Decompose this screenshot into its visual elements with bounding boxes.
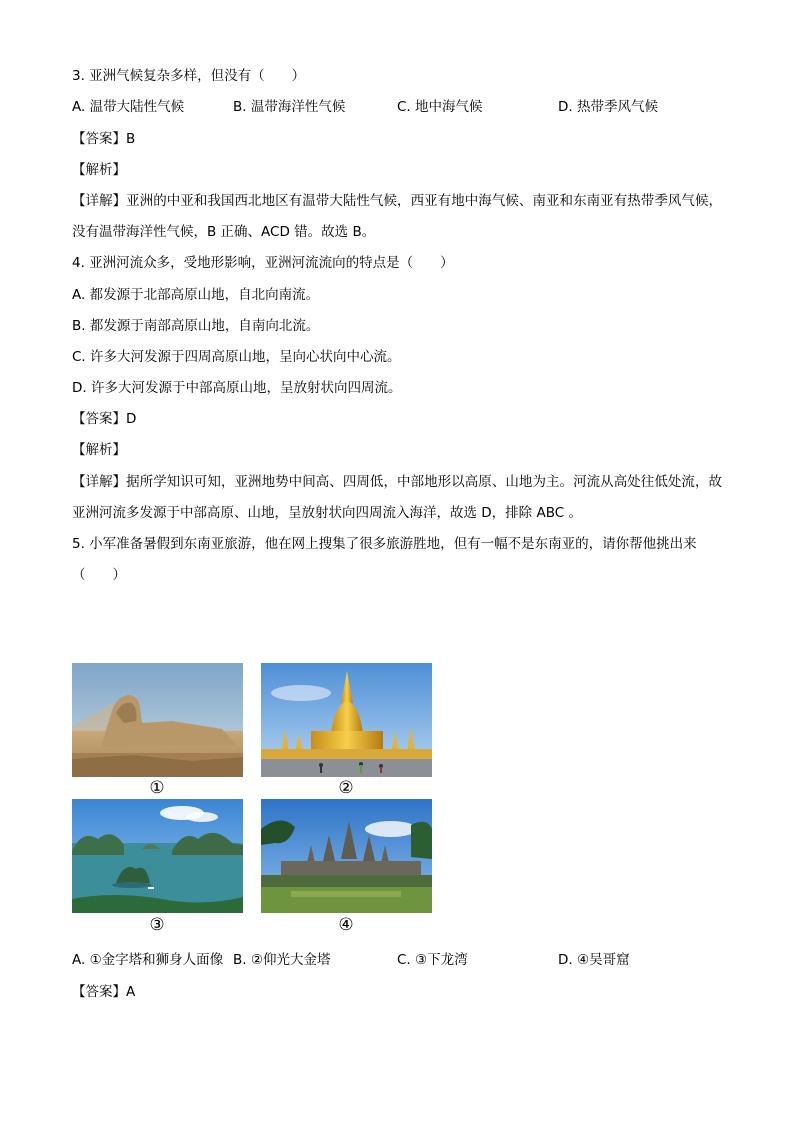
q4-option-c: C. 许多大河发源于四周高原山地，呈向心状向中心流。 (72, 349, 401, 365)
q3-option-b: B. 温带海洋性气候 (233, 99, 346, 115)
q5-stem-line1: 5. 小军准备暑假到东南亚旅游，他在网上搜集了很多旅游胜地，但有一幅不是东南亚的，请你帮他挑出来 (72, 536, 697, 552)
q4-answer: 【答案】D (72, 411, 137, 427)
photo-halong-bay (72, 799, 243, 913)
image-number-3: ③ (149, 915, 165, 935)
q5-option-c: C. ③下龙湾 (397, 952, 468, 968)
q3-option-a: A. 温带大陆性气候 (72, 99, 185, 115)
image-number-1: ① (149, 778, 165, 798)
image-number-2: ② (338, 778, 354, 798)
q5-answer: 【答案】A (72, 984, 136, 1000)
q5-option-b: B. ②仰光大金塔 (233, 952, 331, 968)
image-number-4: ④ (338, 915, 354, 935)
q4-stem: 4. 亚洲河流众多，受地形影响，亚洲河流流向的特点是（ ） (72, 255, 454, 271)
q3-option-d: D. 热带季风气候 (558, 99, 658, 115)
photo-golden-pagoda (261, 663, 432, 777)
q3-answer: 【答案】B (72, 131, 136, 147)
q3-stem: 3. 亚洲气候复杂多样，但没有（ ） (72, 68, 306, 84)
q4-option-d: D. 许多大河发源于中部高原山地，呈放射状向四周流。 (72, 380, 402, 396)
q4-detail: 【详解】据所学知识可知，亚洲地势中间高、四周低，中部地形以高原、山地为主。河流从高处往低处流，故亚洲河流多发源于中部高原、山地，呈放射状向四周流入海洋，故选 D，排除 ABC 。 (72, 474, 722, 521)
q4-analysis-label: 【解析】 (72, 442, 126, 458)
q3-detail: 【详解】亚洲的中亚和我国西北地区有温带大陆性气候，西亚有地中海气候、南亚和东南亚有热带季风气候，没有温带海洋性气候，B 正确、ACD 错。故选 B。 (72, 193, 722, 240)
q5-option-a: A. ①金字塔和狮身人面像 (72, 952, 224, 968)
photo-angkor-wat (261, 799, 432, 913)
photo-sphinx-pyramids (72, 663, 243, 777)
q3-option-c: C. 地中海气候 (397, 99, 483, 115)
q4-option-b: B. 都发源于南部高原山地，自南向北流。 (72, 318, 320, 334)
q5-option-d: D. ④吴哥窟 (558, 952, 630, 968)
q3-analysis-label: 【解析】 (72, 162, 126, 178)
q5-stem-line2: （ ） (72, 567, 126, 583)
q4-option-a: A. 都发源于北部高原山地，自北向南流。 (72, 287, 320, 303)
